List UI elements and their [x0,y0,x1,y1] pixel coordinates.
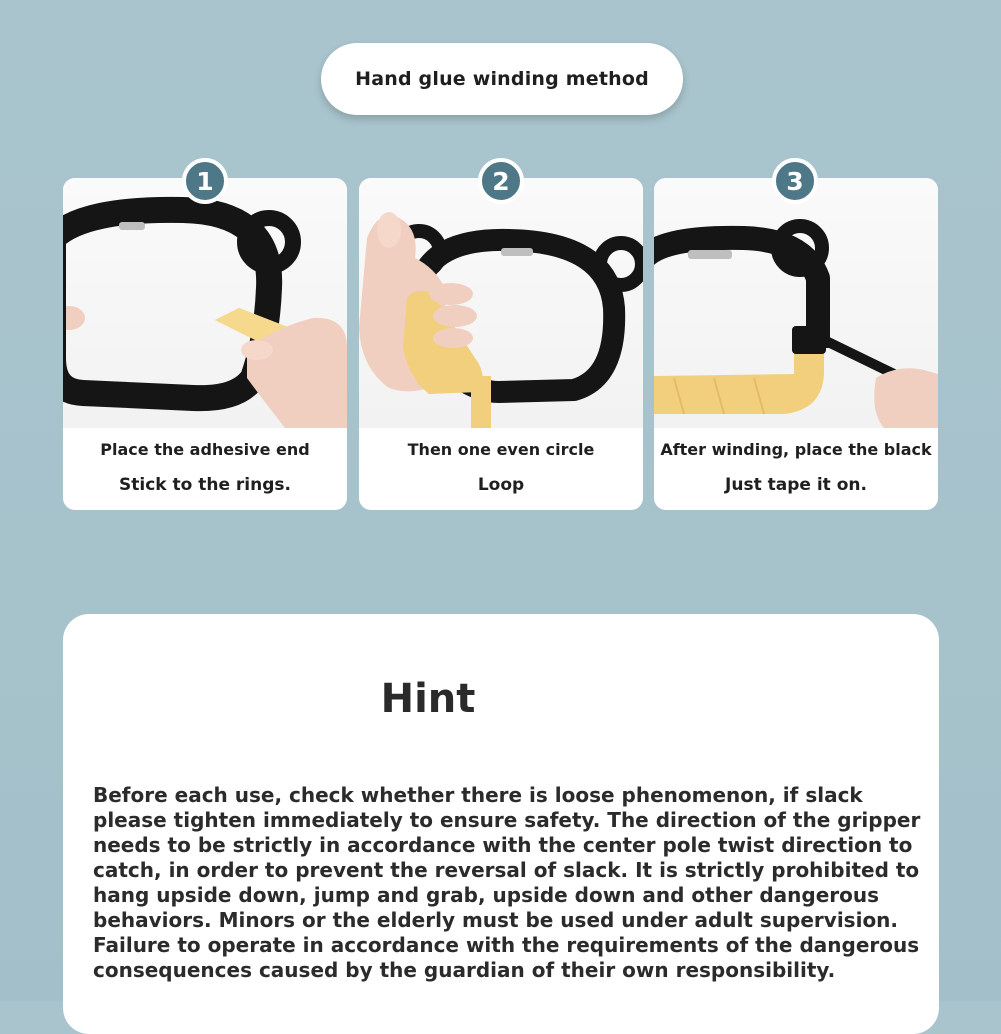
step-1-photo [63,178,347,428]
step-1-line1: Place the adhesive end [100,440,310,459]
ring-tape-winding-image [359,178,643,428]
step-3-line1: After winding, place the black [660,440,932,459]
step-3-line2: Just tape it on. [725,475,867,495]
hint-title: Hint [380,676,476,722]
step-1-badge: 1 [182,158,228,204]
hint-body: Before each use, check whether there is loose phenomenon, if slack please tighten immediately to ensure safety. The direction of the gripper needs to be strictly in accordance with the center pole twist direction to catch, in order to prevent the reversal of slack. It is strictly prohibited to hang upside down, jump and grab, upside down and other dangerous behaviors. Minors or the elderly must be used under adult supervision. Failure to operate in accordance with the requirements of the dangerous consequences caused by the guardian of their own responsibility. [93,783,921,982]
ring-tape-start-image [63,178,347,428]
step-2-line2: Loop [477,475,525,495]
step-3-badge: 3 [772,158,818,204]
page-title: Hand glue winding method [321,43,683,115]
step-2-badge: 2 [478,158,524,204]
step-2-card [359,178,643,510]
step-2-line1: Then one even circle [407,440,595,459]
step-3-photo [654,178,938,428]
ring-black-tape-image [654,178,938,428]
step-1-card [63,178,347,510]
step-1-line2: Stick to the rings. [119,475,291,495]
step-2-photo [359,178,643,428]
step-3-card [654,178,938,510]
